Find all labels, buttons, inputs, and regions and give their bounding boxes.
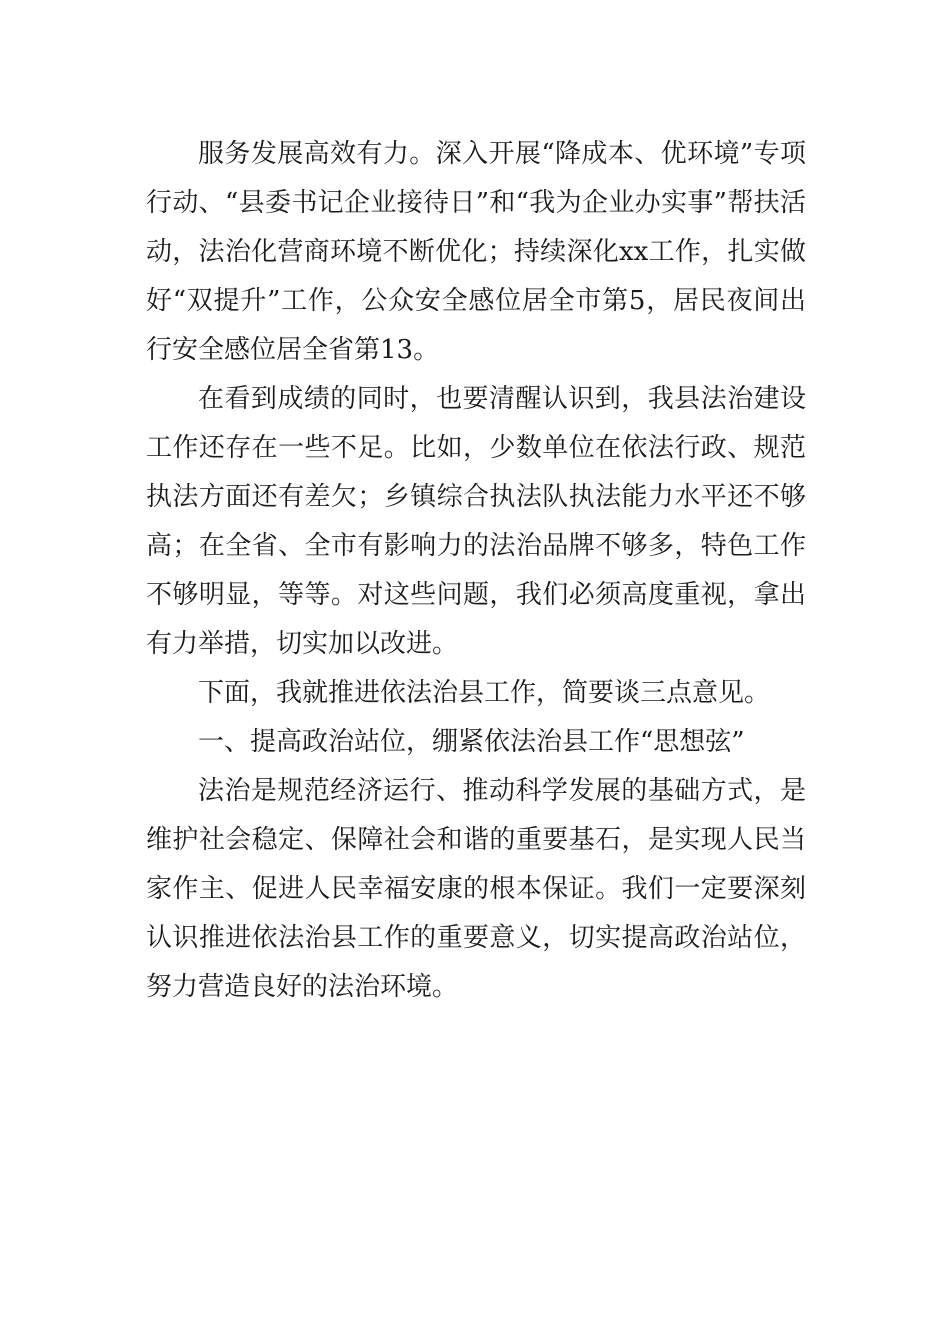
paragraph-rule-of-law: 法治是规范经济运行、推动科学发展的基础方式，是维护社会稳定、保障社会和谐的重要基石，是实现人民当家作主、促进人民幸福安康的根本保证。我们一定要深刻认识推进依法治县工作的重要意义，切实提高政治站位，努力营造良好的法治环境。 [146, 776, 806, 1002]
paragraph-introduction: 下面，我就推进依法治县工作，简要谈三点意见。 [198, 678, 771, 708]
paragraph-service-development: 服务发展高效有力。深入开展“降成本、优环境”专项行动、“县委书记企业接待日”和“我为企业办实事”帮扶活动，法治化营商环境不断优化；持续深化xx工作，扎实做好“双提升”工作，公众安全感位居全市第5，居民夜间出行安全感位居全省第13。 [146, 139, 806, 365]
paragraph-shortcomings: 在看到成绩的同时，也要清醒认识到，我县法治建设工作还存在一些不足。比如，少数单位在依法行政、规范执法方面还有差欠；乡镇综合执法队执法能力水平还不够高；在全省、全市有影响力的法治品牌不够多，特色工作不够明显，等等。对这些问题，我们必须高度重视，拿出有力举措，切实加以改进。 [146, 384, 806, 659]
section-heading-one: 一、提高政治站位，绷紧依法治县工作“思想弦” [198, 727, 745, 757]
document-body [146, 130, 806, 1012]
